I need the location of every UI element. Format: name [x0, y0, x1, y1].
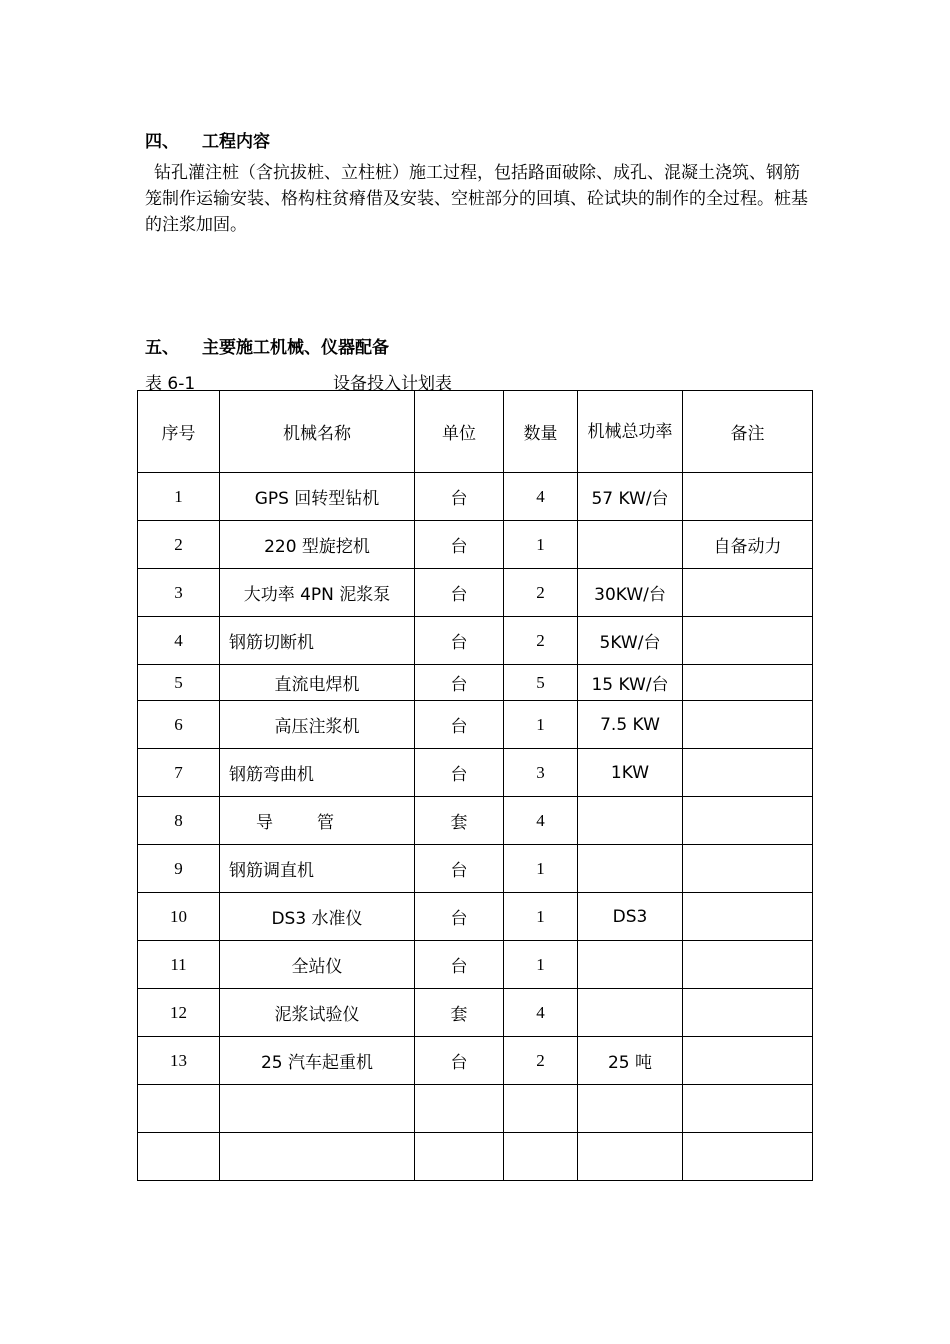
table-row: [138, 989, 813, 1037]
table-cell: 钢筋弯曲机: [220, 749, 415, 797]
table-cell: 台: [415, 521, 504, 569]
header-cell: 备注: [683, 391, 813, 473]
table-cell: 10: [138, 893, 220, 941]
table-cell: [220, 1133, 415, 1181]
table-cell: [504, 1085, 578, 1133]
table-caption-title: 设备投入计划表: [333, 374, 452, 394]
table-row: [138, 1037, 813, 1085]
table-row: [138, 701, 813, 749]
section-number: 四、: [145, 132, 179, 152]
table-cell: 1: [504, 941, 578, 989]
table-cell: [683, 1037, 813, 1085]
table-row: [138, 521, 813, 569]
table-cell: 台: [415, 617, 504, 665]
equipment-table: [137, 390, 813, 1181]
table-cell: [578, 989, 683, 1037]
table-cell: [504, 1133, 578, 1181]
table-cell: [683, 797, 813, 845]
table-cell: 2: [504, 1037, 578, 1085]
table-cell: 13: [138, 1037, 220, 1085]
table-cell: 1: [504, 521, 578, 569]
table-cell: 台: [415, 749, 504, 797]
header-cell: 机械总功率: [578, 391, 683, 473]
table-cell: 12: [138, 989, 220, 1037]
table-cell: GPS 回转型钻机: [220, 473, 415, 521]
table-cell: 30KW/台: [578, 569, 683, 617]
section-heading-4: [145, 127, 270, 152]
table-cell: 4: [138, 617, 220, 665]
table-cell: 4: [504, 473, 578, 521]
header-cell: 数量: [504, 391, 578, 473]
table-caption-label: 表 6-1: [145, 374, 196, 394]
table-cell: 泥浆试验仪: [220, 989, 415, 1037]
table-cell: [578, 521, 683, 569]
table-cell: [683, 701, 813, 749]
table-cell: [138, 1085, 220, 1133]
table-cell: 导管: [220, 797, 415, 845]
table-row: [138, 473, 813, 521]
table-row: [138, 1133, 813, 1181]
table-cell: 钢筋调直机: [220, 845, 415, 893]
table-cell: [683, 845, 813, 893]
table-cell: 7: [138, 749, 220, 797]
table-cell: [683, 941, 813, 989]
table-cell: [415, 1133, 504, 1181]
section-number: 五、: [145, 338, 179, 358]
table-cell: 2: [504, 569, 578, 617]
table-cell: 7.5 KW: [578, 701, 683, 749]
table-cell: 台: [415, 701, 504, 749]
table-cell: [578, 797, 683, 845]
table-row: [138, 569, 813, 617]
table-cell: 高压注浆机: [220, 701, 415, 749]
table-cell: [578, 941, 683, 989]
table-cell: 5: [504, 665, 578, 701]
table-cell: [683, 665, 813, 701]
table-cell: 1: [504, 893, 578, 941]
table-row: [138, 665, 813, 701]
table-cell: 套: [415, 989, 504, 1037]
header-cell: 单位: [415, 391, 504, 473]
table-cell: [578, 1133, 683, 1181]
table-cell: 自备动力: [683, 521, 813, 569]
table-cell: 4: [504, 797, 578, 845]
table-cell: 2: [504, 617, 578, 665]
table-cell: 台: [415, 941, 504, 989]
table-cell: 3: [138, 569, 220, 617]
table-cell: [220, 1085, 415, 1133]
table-row: [138, 893, 813, 941]
header-cell: 机械名称: [220, 391, 415, 473]
table-row: [138, 1085, 813, 1133]
table-cell: 台: [415, 665, 504, 701]
table-cell: 全站仪: [220, 941, 415, 989]
table-cell: 台: [415, 473, 504, 521]
table-cell: 25 吨: [578, 1037, 683, 1085]
table-cell: DS3 水准仪: [220, 893, 415, 941]
table-cell: 台: [415, 569, 504, 617]
table-cell: 1: [138, 473, 220, 521]
table-cell: [683, 473, 813, 521]
table-cell: 台: [415, 845, 504, 893]
section-heading-5: [145, 333, 389, 358]
table-cell: 6: [138, 701, 220, 749]
table-cell: [415, 1085, 504, 1133]
table-cell: 1KW: [578, 749, 683, 797]
table-row: [138, 845, 813, 893]
table-cell: 1: [504, 701, 578, 749]
table-cell: 1: [504, 845, 578, 893]
table-header-row: [138, 391, 813, 473]
table-cell: [683, 617, 813, 665]
table-cell: 台: [415, 1037, 504, 1085]
table-cell: 5KW/台: [578, 617, 683, 665]
table-cell: [683, 989, 813, 1037]
table-cell: 直流电焊机: [220, 665, 415, 701]
table-cell: 220 型旋挖机: [220, 521, 415, 569]
table-cell: [683, 893, 813, 941]
section-title: 主要施工机械、仪器配备: [202, 338, 389, 358]
table-row: [138, 617, 813, 665]
table-cell: 台: [415, 893, 504, 941]
table-cell: 大功率 4PN 泥浆泵: [220, 569, 415, 617]
table-cell: DS3: [578, 893, 683, 941]
table-cell: 9: [138, 845, 220, 893]
table-cell: 15 KW/台: [578, 665, 683, 701]
table-cell: 套: [415, 797, 504, 845]
table-cell: 钢筋切断机: [220, 617, 415, 665]
table-cell: [683, 749, 813, 797]
table-cell: [578, 1085, 683, 1133]
table-cell: [683, 1085, 813, 1133]
table-cell: 2: [138, 521, 220, 569]
table-cell: 11: [138, 941, 220, 989]
body-paragraph: 钻孔灌注桩（含抗拔桩、立柱桩）施工过程，包括路面破除、成孔、混凝土浇筑、钢筋笼制作运输安装、格构柱贫瘠借及安装、空桩部分的回填、砼试块的制作的全过程。桩基的注浆加固。: [145, 163, 808, 235]
table-cell: [683, 569, 813, 617]
table-cell: [138, 1133, 220, 1181]
table-cell: 57 KW/台: [578, 473, 683, 521]
table-row: [138, 749, 813, 797]
table-cell: [683, 1133, 813, 1181]
header-cell: 序号: [138, 391, 220, 473]
table-cell: 4: [504, 989, 578, 1037]
table-cell: [578, 845, 683, 893]
table-cell: 3: [504, 749, 578, 797]
table-cell: 5: [138, 665, 220, 701]
table-cell: 25 汽车起重机: [220, 1037, 415, 1085]
section-title: 工程内容: [202, 132, 270, 152]
table-cell: 8: [138, 797, 220, 845]
table-row: [138, 797, 813, 845]
table-row: [138, 941, 813, 989]
